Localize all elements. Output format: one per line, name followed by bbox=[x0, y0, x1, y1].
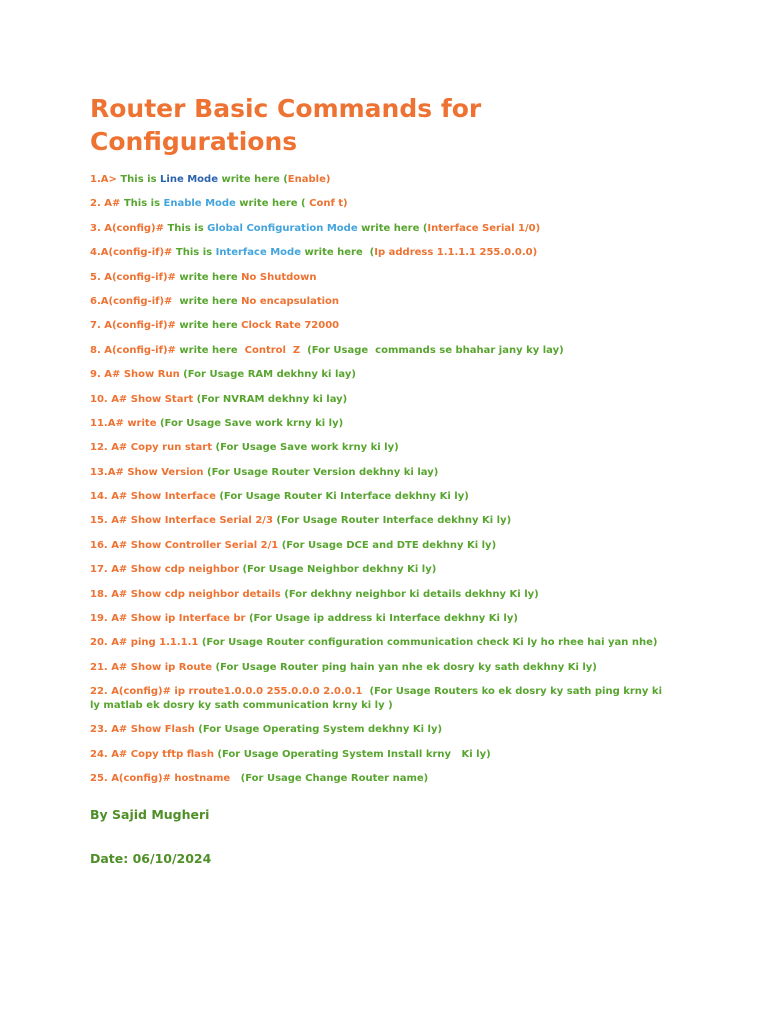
command-text: write here bbox=[175, 344, 245, 356]
command-item bbox=[90, 319, 690, 343]
command-code: 17. A# Show cdp neighbor bbox=[90, 564, 239, 576]
command-item bbox=[90, 271, 690, 295]
command-usage: (For Usage Change Router name) bbox=[230, 772, 429, 784]
command-text: write here ( bbox=[217, 174, 288, 185]
command-usage: (For Usage Operating System dekhny Ki ly) bbox=[194, 724, 443, 736]
command-code: 11.A# write bbox=[90, 417, 157, 429]
command-value: Conf t) bbox=[309, 198, 348, 210]
command-usage: (For Usage commands se bhahar jany ky lay) bbox=[300, 344, 564, 356]
page-title: Router Basic Commands for Configurations bbox=[90, 94, 482, 156]
command-item bbox=[90, 748, 690, 772]
command-item bbox=[90, 197, 690, 221]
command-item bbox=[90, 514, 690, 538]
command-value: Control Z bbox=[244, 344, 301, 356]
command-code: 16. A# Show Controller Serial 2/1 bbox=[90, 539, 279, 551]
command-code: 23. A# Show Flash bbox=[90, 724, 195, 736]
mode-name: Line Mode bbox=[160, 174, 218, 185]
command-usage: (For Usage Router Ki Interface dekhny Ki ly) bbox=[215, 491, 469, 503]
command-code: 24. A# Copy tftp flash bbox=[90, 748, 214, 760]
command-item bbox=[90, 539, 690, 563]
command-text: write here bbox=[172, 295, 242, 307]
command-item bbox=[90, 466, 690, 490]
command-text: This is bbox=[116, 174, 161, 185]
command-prompt: 1.A> bbox=[90, 174, 117, 185]
command-item bbox=[90, 588, 690, 612]
command-text: This is bbox=[120, 198, 164, 210]
command-prompt: 2. A# bbox=[90, 198, 121, 210]
command-text: write here bbox=[175, 320, 242, 332]
date-line: Date: 06/10/2024 bbox=[90, 851, 212, 867]
command-item bbox=[90, 295, 690, 319]
command-usage: (For Usage Router Version dekhny ki lay) bbox=[203, 466, 439, 478]
command-item bbox=[90, 563, 690, 587]
command-usage: (For Usage Save work krny ki ly) bbox=[156, 417, 344, 429]
command-item bbox=[90, 393, 690, 417]
command-code: 12. A# Copy run start bbox=[90, 442, 213, 454]
command-item bbox=[90, 723, 690, 747]
command-text: write here ( bbox=[300, 247, 375, 259]
command-usage: (For Usage RAM dekhny ki lay) bbox=[179, 369, 356, 381]
command-usage: (For Usage Router ping hain yan nhe ek dosry ky sath dekhny Ki ly) bbox=[212, 661, 597, 673]
command-prompt: 7. A(config-if)# bbox=[90, 320, 176, 332]
document-page bbox=[90, 92, 690, 894]
command-item bbox=[90, 685, 675, 723]
mode-name: Interface Mode bbox=[215, 247, 301, 259]
command-prompt: 6.A(config-if)# bbox=[90, 295, 173, 307]
command-prompt: 4.A(config-if)# bbox=[90, 247, 173, 259]
command-value: No Shutdown bbox=[241, 271, 317, 283]
command-list bbox=[90, 173, 690, 796]
command-text: write here bbox=[175, 271, 242, 283]
command-text: This is bbox=[172, 247, 216, 259]
command-usage: (For Usage Router Interface dekhny Ki ly) bbox=[272, 515, 512, 527]
command-prompt: 5. A(config-if)# bbox=[90, 271, 176, 283]
command-item bbox=[90, 772, 690, 796]
command-text: write here ( bbox=[235, 198, 310, 210]
command-code: 15. A# Show Interface Serial 2/3 bbox=[90, 515, 273, 527]
command-item bbox=[90, 441, 690, 465]
command-usage: (For Usage Operating System Install krny Ki ly) bbox=[213, 748, 491, 760]
mode-name: Enable Mode bbox=[163, 198, 236, 210]
command-item bbox=[90, 417, 690, 441]
command-code: 21. A# Show ip Route bbox=[90, 661, 213, 673]
command-value: No encapsulation bbox=[241, 295, 340, 307]
command-prompt: 8. A(config-if)# bbox=[90, 344, 176, 356]
command-code: 18. A# Show cdp neighbor details bbox=[90, 588, 281, 600]
command-value: Enable) bbox=[287, 174, 331, 185]
command-text: This is bbox=[163, 222, 208, 234]
author-line: By Sajid Mugheri bbox=[90, 807, 210, 823]
command-usage: (For Usage Routers ko ek dosry ky sath ping krny ki ly matlab ek dosry ky sath communication krny ki ly ) bbox=[90, 686, 666, 712]
command-value: Ip address 1.1.1.1 255.0.0.0) bbox=[374, 247, 538, 259]
command-code: 14. A# Show Interface bbox=[90, 491, 216, 503]
command-usage: (For Usage Neighbor dekhny Ki ly) bbox=[239, 564, 437, 576]
command-text: write here ( bbox=[357, 222, 428, 234]
command-usage: (For NVRAM dekhny ki lay) bbox=[193, 393, 348, 405]
command-usage: (For Usage ip address ki Interface dekhny Ki ly) bbox=[245, 613, 518, 625]
command-usage: (For Usage Router configuration communication check Ki ly ho rhee hai yan nhe) bbox=[198, 637, 658, 649]
command-code: 13.A# Show Version bbox=[90, 466, 204, 478]
command-usage: (For dekhny neighbor ki details dekhny Ki ly) bbox=[280, 588, 539, 600]
command-value: Clock Rate 72000 bbox=[241, 320, 340, 332]
command-item bbox=[90, 490, 690, 514]
command-code: 19. A# Show ip Interface br bbox=[90, 613, 246, 625]
command-item bbox=[90, 222, 690, 246]
command-item bbox=[90, 661, 690, 685]
command-item bbox=[90, 636, 690, 660]
command-item bbox=[90, 344, 690, 368]
command-value: Interface Serial 1/0) bbox=[427, 222, 541, 234]
command-item bbox=[90, 612, 690, 636]
command-item bbox=[90, 368, 690, 392]
command-usage: (For Usage DCE and DTE dekhny Ki ly) bbox=[278, 539, 497, 551]
command-code: 20. A# ping 1.1.1.1 bbox=[90, 637, 199, 649]
command-item bbox=[90, 173, 690, 197]
command-code: 25. A(config)# hostname bbox=[90, 772, 231, 784]
mode-name: Global Configuration Mode bbox=[207, 222, 358, 234]
command-code: 9. A# Show Run bbox=[90, 369, 180, 381]
command-item bbox=[90, 246, 690, 270]
command-prompt: 3. A(config)# bbox=[90, 222, 164, 234]
command-code: 10. A# Show Start bbox=[90, 393, 194, 405]
document-footer bbox=[90, 806, 690, 894]
command-code: 22. A(config)# ip rroute1.0.0.0 255.0.0.0 2.0.0.1 bbox=[90, 686, 363, 698]
command-usage: (For Usage Save work krny ki ly) bbox=[212, 442, 399, 454]
